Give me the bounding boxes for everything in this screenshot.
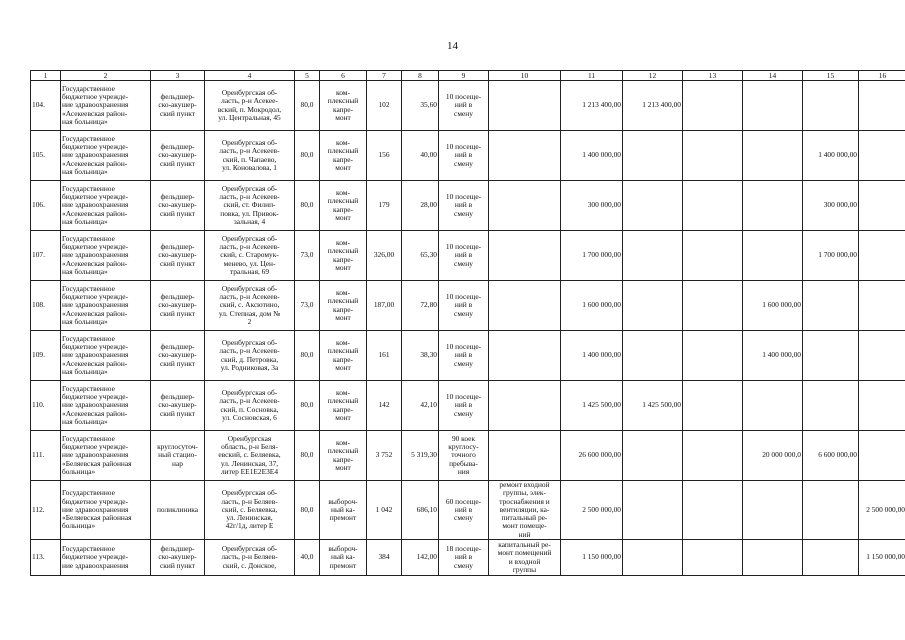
table-cell: 5 319,30 <box>402 431 439 481</box>
table-cell: 1 700 000,00 <box>803 231 859 281</box>
data-table <box>30 70 905 576</box>
table-cell <box>489 181 561 231</box>
table-cell: 80,0 <box>295 131 320 181</box>
table-cell <box>489 331 561 381</box>
table-cell: 1 425 500,00 <box>623 381 683 431</box>
table-cell: 1 700 000,00 <box>561 231 623 281</box>
column-header: 5 <box>295 71 320 81</box>
column-header: 13 <box>683 71 743 81</box>
table-cell: 40,0 <box>295 540 320 576</box>
table-cell: 60 посеще- ний в смену <box>439 481 489 540</box>
table-cell: 80,0 <box>295 181 320 231</box>
column-header: 16 <box>859 71 905 81</box>
table-cell: 179 <box>367 181 402 231</box>
table-cell: 111. <box>31 431 61 481</box>
table-cell <box>859 381 905 431</box>
table-cell <box>683 81 743 131</box>
table-cell <box>489 281 561 331</box>
table-cell: 384 <box>367 540 402 576</box>
table-cell <box>683 281 743 331</box>
table-cell <box>859 131 905 181</box>
column-header: 7 <box>367 71 402 81</box>
table-cell: Оренбургская об- ласть, р-н Асекеев- ский, с. Аксютино, ул. Степная, дом № 2 <box>205 281 295 331</box>
table-cell <box>743 81 803 131</box>
table-cell: 187,00 <box>367 281 402 331</box>
table-cell: 73,0 <box>295 281 320 331</box>
table-cell: 80,0 <box>295 331 320 381</box>
table-cell: капитальный ре- монт помещений и входной группы <box>489 540 561 576</box>
table-cell <box>743 481 803 540</box>
table-cell: 326,00 <box>367 231 402 281</box>
table-cell: выбороч- ный ка- премонт <box>320 481 367 540</box>
table-cell: Государственное бюджетное учрежде- ние здравоохранения «Асекеевская район- ная больница» <box>61 281 151 331</box>
table-cell: 112. <box>31 481 61 540</box>
table-cell: ком- плексный капре- монт <box>320 331 367 381</box>
table-cell: 1 213 400,00 <box>623 81 683 131</box>
table-cell: Оренбургская область, р-н Беля- евский, с. Беляевка, ул. Ленинская, 37, литер ЕЕ1Е2Е3Е4 <box>205 431 295 481</box>
table-cell <box>489 131 561 181</box>
column-header: 11 <box>561 71 623 81</box>
table-cell: поликлиника <box>151 481 205 540</box>
column-header: 1 <box>31 71 61 81</box>
table-cell: Государственное бюджетное учрежде- ние здравоохранения «Асекеевская район- ная больница» <box>61 181 151 231</box>
table-cell: Государственное бюджетное учрежде- ние здравоохранения «Беляевская районная больница» <box>61 431 151 481</box>
table-cell <box>683 181 743 231</box>
table-cell: 10 посеще- ний в смену <box>439 81 489 131</box>
table-cell: 80,0 <box>295 381 320 431</box>
table-cell: 142,00 <box>402 540 439 576</box>
table-cell: Оренбургская об- ласть, р-н Асекеев- ский, ст. Филип- повка, ул. Привок- зальная, 4 <box>205 181 295 231</box>
table-cell: 1 150 000,00 <box>561 540 623 576</box>
table-cell: 102 <box>367 81 402 131</box>
table-cell <box>743 381 803 431</box>
table-cell: Государственное бюджетное учрежде- ние здравоохранения <box>61 540 151 576</box>
table-cell: Государственное бюджетное учрежде- ние здравоохранения «Асекеевская район- ная больница» <box>61 381 151 431</box>
table-cell: выбороч- ный ка- премонт <box>320 540 367 576</box>
table-cell <box>803 481 859 540</box>
table-cell: 26 600 000,00 <box>561 431 623 481</box>
table-cell <box>623 231 683 281</box>
table-cell: 1 400 000,00 <box>561 331 623 381</box>
table-cell: 10 посеще- ний в смену <box>439 331 489 381</box>
table-cell: 1 600 000,00 <box>743 281 803 331</box>
table-cell <box>489 81 561 131</box>
table-cell: 80,0 <box>295 431 320 481</box>
table-cell: 300 000,00 <box>561 181 623 231</box>
table-cell: фельдшер- ско-акушер- ский пункт <box>151 281 205 331</box>
table-cell: ком- плексный капре- монт <box>320 181 367 231</box>
table-cell: 142 <box>367 381 402 431</box>
table-cell: Оренбургская об- ласть, р-н Асекеев- ский, п. Чапаево, ул. Коновалова, 1 <box>205 131 295 181</box>
table-cell: 28,00 <box>402 181 439 231</box>
header-row <box>31 71 905 81</box>
table-row <box>31 481 905 540</box>
table-cell <box>623 431 683 481</box>
table-cell <box>859 431 905 481</box>
table-cell: 1 400 000,00 <box>561 131 623 181</box>
table-cell <box>859 281 905 331</box>
table-row <box>31 540 905 576</box>
table-cell: Государственное бюджетное учрежде- ние здравоохранения «Асекеевская район- ная больница» <box>61 231 151 281</box>
table-cell: фельдшер- ско-акушер- ский пункт <box>151 231 205 281</box>
table-cell: 2 500 000,00 <box>859 481 905 540</box>
table-cell <box>683 381 743 431</box>
table-cell: ком- плексный капре- монт <box>320 381 367 431</box>
table-cell: 20 000 000,0 <box>743 431 803 481</box>
table-row <box>31 331 905 381</box>
table-cell: Оренбургская об- ласть, р-н Беляев- ский, с. Донское, <box>205 540 295 576</box>
table-cell: Государственное бюджетное учрежде- ние здравоохранения «Асекеевская район- ная больница» <box>61 131 151 181</box>
table-cell: ком- плексный капре- монт <box>320 431 367 481</box>
table-cell: 10 посеще- ний в смену <box>439 131 489 181</box>
table-cell <box>803 81 859 131</box>
table-cell: фельдшер- ско-акушер- ский пункт <box>151 81 205 131</box>
table-cell: 113. <box>31 540 61 576</box>
table-cell: 40,00 <box>402 131 439 181</box>
table-row <box>31 81 905 131</box>
column-header: 4 <box>205 71 295 81</box>
table-cell: Государственное бюджетное учрежде- ние здравоохранения «Асекеевская район- ная больница» <box>61 81 151 131</box>
table-cell: Оренбургская об- ласть, р-н Асекеев- ский, д. Петровка, ул. Родниковая, 3а <box>205 331 295 381</box>
table-cell: 65,30 <box>402 231 439 281</box>
table-cell: ком- плексный капре- монт <box>320 81 367 131</box>
table-cell: 80,0 <box>295 81 320 131</box>
table-cell <box>683 481 743 540</box>
column-header: 3 <box>151 71 205 81</box>
table-cell <box>803 281 859 331</box>
table-cell: 107. <box>31 231 61 281</box>
column-header: 9 <box>439 71 489 81</box>
table-cell: 1 600 000,00 <box>561 281 623 331</box>
table-cell: ком- плексный капре- монт <box>320 131 367 181</box>
table-cell <box>489 431 561 481</box>
table-cell: 106. <box>31 181 61 231</box>
table-cell: 1 425 500,00 <box>561 381 623 431</box>
table-cell: ком- плексный капре- монт <box>320 281 367 331</box>
column-header: 10 <box>489 71 561 81</box>
table-cell: 1 400 000,00 <box>743 331 803 381</box>
table-cell: фельдшер- ско-акушер- ский пункт <box>151 181 205 231</box>
table-cell: 1 150 000,00 <box>859 540 905 576</box>
column-header: 15 <box>803 71 859 81</box>
table-cell: 1 042 <box>367 481 402 540</box>
table-cell <box>803 540 859 576</box>
table-cell: 38,30 <box>402 331 439 381</box>
table-cell: 1 400 000,00 <box>803 131 859 181</box>
column-header: 2 <box>61 71 151 81</box>
table-cell <box>623 331 683 381</box>
table-cell: 10 посеще- ний в смену <box>439 231 489 281</box>
table-cell: 18 посеще- ний в смену <box>439 540 489 576</box>
table-cell: 300 000,00 <box>803 181 859 231</box>
table-cell: 109. <box>31 331 61 381</box>
table-cell: 108. <box>31 281 61 331</box>
table-cell <box>743 540 803 576</box>
table-cell: 90 коек круглосу- точного пребыва- ния <box>439 431 489 481</box>
table-cell: 10 посеще- ний в смену <box>439 381 489 431</box>
table-cell: 72,80 <box>402 281 439 331</box>
table-row <box>31 381 905 431</box>
table-cell <box>859 331 905 381</box>
table-cell <box>743 231 803 281</box>
table-cell: ремонт входной группы, элек- троснабжения и вентиляции, ка- питальный ре- монт помеще- ний <box>489 481 561 540</box>
table-cell <box>683 331 743 381</box>
table-cell: Оренбургская об- ласть, р-н Асекее- вский, п. Мокродол, ул. Центральная, 45 <box>205 81 295 131</box>
table-row <box>31 231 905 281</box>
table-cell: 42,10 <box>402 381 439 431</box>
table-cell: фельдшер- ско-акушер- ский пункт <box>151 381 205 431</box>
table-cell: Государственное бюджетное учрежде- ние здравоохранения «Беляевская районная больница» <box>61 481 151 540</box>
table-row <box>31 281 905 331</box>
table-cell <box>623 131 683 181</box>
table-cell <box>683 231 743 281</box>
table-cell <box>859 231 905 281</box>
table-cell <box>803 381 859 431</box>
table-cell <box>623 540 683 576</box>
table-cell <box>683 540 743 576</box>
table-cell <box>489 231 561 281</box>
column-header: 6 <box>320 71 367 81</box>
page-number: 14 <box>447 40 458 52</box>
table-row <box>31 181 905 231</box>
table-cell: 35,60 <box>402 81 439 131</box>
table-cell: 73,0 <box>295 231 320 281</box>
table-cell <box>623 181 683 231</box>
table-cell: круглосуточ- ный стацио- нар <box>151 431 205 481</box>
table-cell <box>623 281 683 331</box>
column-header: 14 <box>743 71 803 81</box>
table-row <box>31 131 905 181</box>
column-header: 8 <box>402 71 439 81</box>
table-cell: Оренбургская об- ласть, р-н Беляев- ский, с. Беляевка, ул. Ленинская, 42г/1д, литер Е <box>205 481 295 540</box>
table-cell: 10 посеще- ний в смену <box>439 181 489 231</box>
table-cell: 2 500 000,00 <box>561 481 623 540</box>
table-cell: 1 213 400,00 <box>561 81 623 131</box>
table-cell: фельдшер- ско-акушер- ский пункт <box>151 131 205 181</box>
table-cell <box>859 181 905 231</box>
table-cell: 105. <box>31 131 61 181</box>
table-cell <box>623 481 683 540</box>
table-cell: ком- плексный капре- монт <box>320 231 367 281</box>
table-cell: 161 <box>367 331 402 381</box>
table-cell <box>803 331 859 381</box>
table-cell <box>743 131 803 181</box>
table-cell <box>489 381 561 431</box>
table-row <box>31 431 905 481</box>
table-cell: 10 посеще- ний в смену <box>439 281 489 331</box>
table-cell <box>743 181 803 231</box>
table-cell: 3 752 <box>367 431 402 481</box>
table-cell: Государственное бюджетное учрежде- ние здравоохранения «Асекеевская район- ная больница» <box>61 331 151 381</box>
table-cell <box>683 131 743 181</box>
table-cell: 156 <box>367 131 402 181</box>
table-cell: 80,0 <box>295 481 320 540</box>
table-cell: 6 600 000,00 <box>803 431 859 481</box>
table-cell: 110. <box>31 381 61 431</box>
table-cell: фельдшер- ско-акушер- ский пункт <box>151 331 205 381</box>
table-cell: Оренбургская об- ласть, р-н Асекеев- ский, п. Сосновка, ул. Сосновская, 6 <box>205 381 295 431</box>
table-cell <box>859 81 905 131</box>
table-cell: 686,10 <box>402 481 439 540</box>
table-cell: 104. <box>31 81 61 131</box>
table-cell: Оренбургская об- ласть, р-н Асекеев- ский, с. Старомук- менево, ул. Цен- тральная, 69 <box>205 231 295 281</box>
column-header: 12 <box>623 71 683 81</box>
table-cell <box>683 431 743 481</box>
table-cell: фельдшер- ско-акушер- ский пункт <box>151 540 205 576</box>
